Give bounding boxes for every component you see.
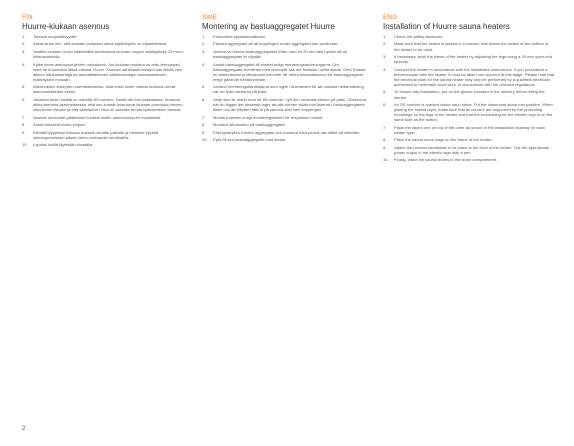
step-number: 3. (202, 48, 206, 54)
step-number: 10. (383, 157, 389, 163)
step-number: 4. (383, 66, 387, 72)
step-number: 2. (22, 41, 26, 47)
step-text: Fäst typskylten framför aggregatet och markera med penna rätt effekt på etiketten. (213, 129, 361, 135)
step-text: Aseta kiviseinä kivien ympäri. (33, 122, 86, 128)
step-number: 10. (22, 142, 28, 148)
step-item (383, 157, 555, 162)
step-number: 8. (202, 122, 206, 128)
page-number: 2 (22, 426, 26, 432)
step-number: 2. (383, 41, 387, 47)
step-item (22, 84, 188, 94)
step-text: Lopuksi kivillä täytetään kiuastilla. (33, 142, 94, 148)
step-number: 9. (383, 144, 387, 150)
step-item (202, 62, 368, 82)
step-number: 1. (202, 34, 206, 39)
step-text: Justera vid behov bastuaggregatets fötter med en 20 mm fast nyckel så att bastuaggregatet är vågrätt. (213, 48, 347, 60)
step-item (22, 97, 188, 112)
step-list (22, 34, 188, 147)
step-text: Kontrollera skyddsavstånden. (213, 34, 267, 39)
step-item (202, 115, 368, 120)
step-item (383, 137, 555, 142)
step-text: If necessary, level the frame of the heater by adjusting the legs using a 20 mm open-end spanner. (394, 54, 553, 65)
step-item (202, 41, 368, 46)
step-text: Make sure that the heater is placed in a manner that allows the switch at the bottom of the heater to be used. (394, 41, 549, 52)
step-item (202, 137, 368, 142)
step-number: 7. (22, 114, 26, 120)
step-text: Fylla till slut bastuaggregatet med stenar. (213, 137, 287, 143)
step-item (22, 62, 188, 82)
step-number: 9. (22, 129, 26, 135)
step-text: Kytke kiuas asennusohjeiden mukaisesti. Jos kiukaan mukana os-tettu termospari, tulee se kuomioida tässä välissä. Huom. Kiukaan sähköasennustyöt saa tehdä vain alkeen sähköasentaja tai ammattitaitoinen sähköasentaja voimassaolevien määräysten mukaan. (33, 61, 183, 82)
step-number: 6. (22, 96, 26, 102)
step-text: Anslut bastuaggregatet till elnätet enligt monteringsanvisningarna. Om bastuaggregatet levererats med termopar ska det beaktas i detta skede. Obs! Endast en auktoriserad professionell elmontör får utföra elinstallationen för bastuaggregatet enligt gällande bestämmelser. (213, 61, 366, 82)
step-text: Varje sten är märkt med ett 55-nummer. Lyft den nedersta stenen på plats. Observera när du lägger det nedersta lager att alla hörnen stöds mot listerna i bastuaggregatets fötter och att elkyften fälls in på samma sida som kopplingen. (213, 96, 367, 113)
step-item (202, 34, 368, 39)
section-heading: Montering av bastuaggregatet Huurre (202, 22, 335, 31)
step-item (22, 130, 188, 140)
step-number: 6. (202, 96, 206, 102)
language-label: SWE (202, 14, 217, 21)
step-text: Tarkista suojaetäisyydet. (33, 34, 78, 39)
step-text: Connect the heater in accordance with the installation instructions. If you purchased a thermocouple with the heater, it must be taken into account at this stage. Please note that the electrical work for the sauna heater may only be performed by a qualified electrician authorised to undertake such work, in accordance with the relevant regulations. (394, 66, 555, 87)
step-number: 10. (202, 137, 208, 143)
step-item (383, 89, 555, 99)
step-item (202, 84, 368, 94)
step-text: Placera aggregatet så att kopplingen under aggregatet kan användas. (213, 41, 339, 47)
step-number: 4. (22, 61, 26, 67)
step-number: 7. (383, 124, 387, 130)
step-text: Finally, place the sauna stones in the stone compartment. (394, 157, 498, 163)
step-item (22, 49, 188, 59)
step-item (22, 142, 188, 147)
step-text: Montera stenen enligt monteringsbilden för respektive modell. (213, 114, 324, 120)
step-number: 1. (383, 34, 387, 39)
column-swedish (202, 14, 368, 145)
step-item (383, 125, 555, 135)
step-number: 3. (22, 48, 26, 54)
column-english (383, 14, 555, 165)
step-number: 3. (383, 54, 387, 60)
step-text: To ensure tidy installation, put on the gloves included in the delivery before lifting the stones. (394, 89, 545, 100)
step-number: 7. (202, 114, 206, 120)
language-label: FIN (22, 14, 33, 21)
step-text: Asennuksen sisteyden varmistamiseksi, laita ensin kiven nostoa mukana olevat asennuskäsineet kiteen. (33, 84, 176, 95)
step-item (22, 41, 188, 46)
step-text: Vaattse kiukaan runko säätämällä tarvittaessa kiukaan rungon säätöjalkoja 20 mm:n kiintoavaimella. (33, 48, 184, 60)
step-text: Jokaisen kiven sisällä on merkitty 55-numero. Nosta alin kiin pakkalassa. Huomaa alinta kerrosta asennettaessa, että sen kulmat tukeutuvat kiukaan pinnoissa olevien ulkonevien listojen ja että sähkökiven viiva on samalla sivulla kytkinkotelon kanssa. (33, 96, 183, 113)
step-number: 4. (202, 61, 206, 67)
step-item (22, 34, 188, 39)
step-item (383, 67, 555, 87)
step-number: 2. (202, 41, 206, 47)
step-item (202, 130, 368, 135)
step-number: 1. (22, 34, 26, 39)
step-item (22, 115, 188, 120)
step-number: 5. (383, 89, 387, 95)
step-number: 5. (202, 84, 206, 90)
section-heading: Installation of Huurre sauna heaters (383, 22, 510, 31)
column-finnish (22, 14, 188, 150)
step-text: Place the layers one on top of the other as shown in the installation drawing for each heater type. (394, 124, 546, 135)
step-text: Attach the product nameplate in its place at the front of the heater. Tick the appropriate power output in the electric sign with a pen. (394, 144, 550, 155)
step-text: Använd monteringshandskarna som ingår i leveransen för att undvika nedsmutsning när du lyfter stenarna på plats. (213, 84, 364, 95)
step-item (383, 34, 555, 39)
step-list (383, 34, 555, 162)
step-text: Place the sauna stone cage on the frame of the heater. (394, 137, 493, 143)
step-item (383, 102, 555, 122)
step-text: Kiinnitä tyyppikilpi kiukaan edessä olevalle paikalle ja merkitse kyyldiä oikeanpuoleiseen aikeen tehon sintoisella merkkarilla. (33, 129, 159, 140)
step-item (202, 49, 368, 59)
step-number: 6. (383, 101, 387, 107)
step-item (202, 97, 368, 112)
language-label: ENG (383, 14, 398, 21)
step-text: Aseta kiuas niin, että kiukaan pohjassa oleva käyttökytkin on käytettävissä. (33, 41, 168, 47)
step-item (383, 54, 555, 64)
step-text: Check the safety distances. (394, 34, 444, 39)
step-item (202, 122, 368, 127)
step-number: 8. (22, 122, 26, 128)
step-item (22, 122, 188, 127)
step-item (383, 145, 555, 155)
step-text: An SS number is marked inside each stone. Put the lowermost stone into position. When placing the lowest layer, make sure that its corners are supported by the protruding mouldings on the legs of the heater and that the embedding for the electric sign is on the same side as the switch. (394, 101, 553, 123)
step-text: Nostele seminaari pääkiesten tunkkis mallin asennusohjeen mukaisesti. (33, 114, 162, 120)
step-list (202, 34, 368, 142)
section-heading: Huurre-kiukaan asennus (22, 22, 110, 31)
step-number: 5. (22, 84, 26, 90)
step-item (383, 41, 555, 51)
step-text: Montera stensarken på bastuaggregatet. (213, 122, 286, 128)
step-number: 8. (383, 137, 387, 143)
step-number: 9. (202, 129, 206, 135)
